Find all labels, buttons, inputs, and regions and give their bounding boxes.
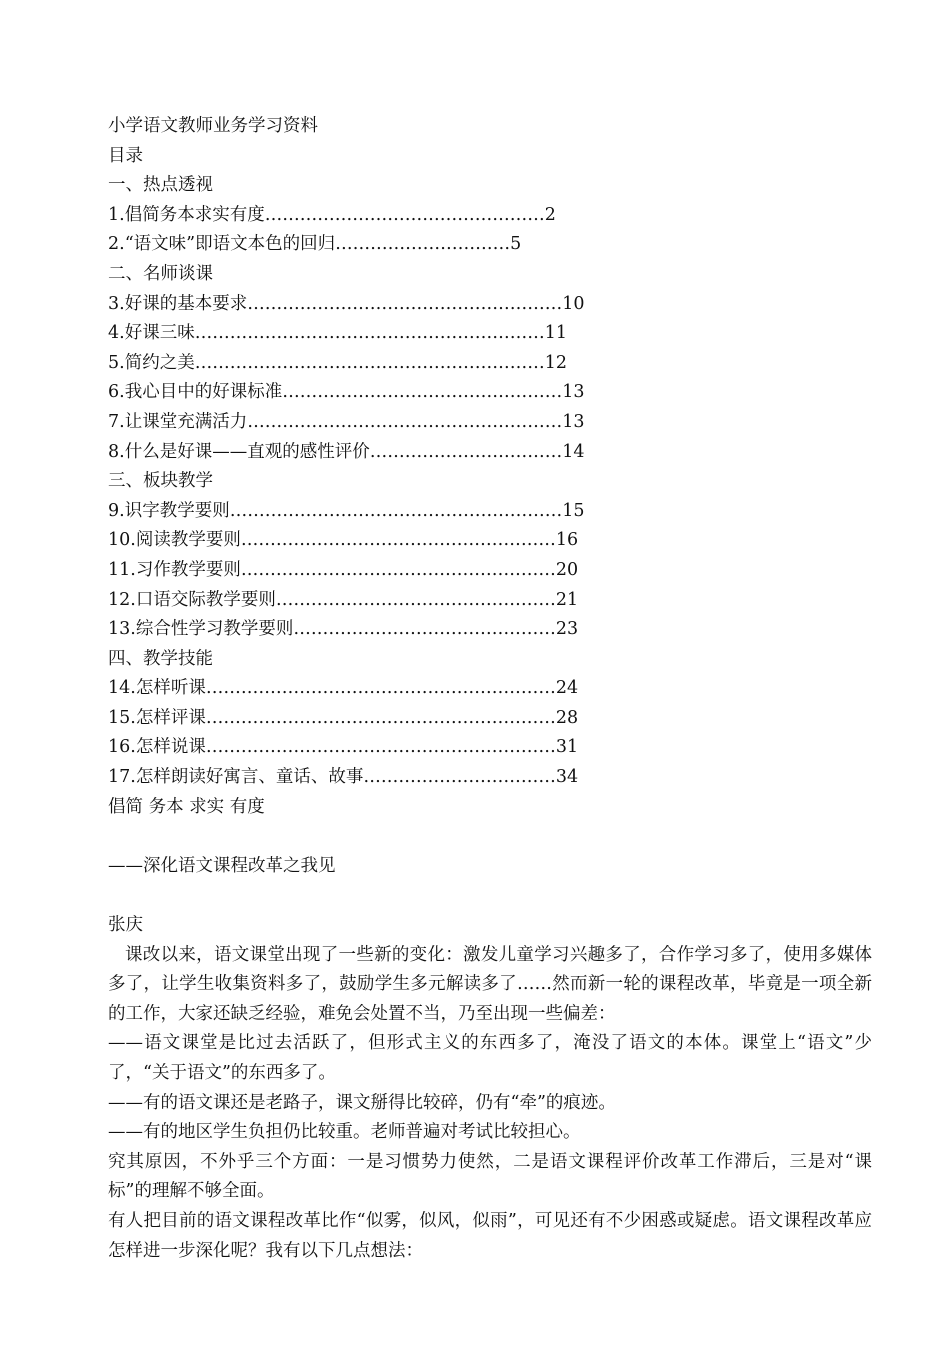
toc-entry[interactable]: 9.识字教学要则…………………………………………………15 [108,500,585,521]
body-paragraph: 究其原因，不外乎三个方面：一是习惯势力使然，二是语文课程评价改革工作滞后，三是对“课标”的理解不够全面。 [108,1151,872,1202]
toc-section-3: 三、板块教学 [108,471,213,492]
toc-entry[interactable]: 7.让课堂充满活力………………………………………………13 [108,411,585,432]
article-title: 倡简 务本 求实 有度 [108,796,265,817]
toc-entry[interactable]: 11.习作教学要则………………………………………………20 [108,559,579,580]
toc-section-4: 四、教学技能 [108,648,213,669]
body-paragraph: ——有的语文课还是老路子，课文掰得比较碎，仍有“牵”的痕迹。 [108,1092,616,1113]
toc-entry[interactable]: 4.好课三味……………………………………………………11 [108,323,567,344]
toc-entry[interactable]: 14.怎样听课……………………………………………………24 [108,678,579,699]
toc-entry[interactable]: 2.“语文味”即语文本色的回归…………………………5 [108,234,522,255]
toc-heading: 目录 [108,145,143,166]
toc-entry[interactable]: 5.简约之美……………………………………………………12 [108,352,567,373]
toc-entry[interactable]: 6.我心目中的好课标准…………………………………………13 [108,382,585,403]
document-title: 小学语文教师业务学习资料 [108,116,318,136]
article-body [108,941,872,1267]
toc-entry[interactable]: 15.怎样评课……………………………………………………28 [108,707,579,728]
toc-section-2: 二、名师谈课 [108,263,213,284]
toc-entry[interactable]: 13.综合性学习教学要则………………………………………23 [108,619,579,640]
article-author: 张庆 [108,915,143,936]
toc-entry[interactable]: 3.好课的基本要求………………………………………………10 [108,293,585,314]
blank-line [108,881,872,911]
body-paragraph: 课改以来，语文课堂出现了一些新的变化：激发儿童学习兴趣多了，合作学习多了，使用多媒体多了，让学生收集资料多了，鼓励学生多元解读多了……然而新一轮的课程改革，毕竟是一项全新的工作，大家还缺乏经验，难免会处置不当，乃至出现一些偏差： [108,944,872,1024]
table-of-contents [108,171,872,792]
toc-entry[interactable]: 8.什么是好课——直观的感性评价……………………………14 [108,441,585,462]
toc-entry[interactable]: 16.怎样说课……………………………………………………31 [108,737,579,758]
toc-entry[interactable]: 12.口语交际教学要则…………………………………………21 [108,589,579,610]
toc-entry[interactable]: 1.倡简务本求实有度…………………………………………2 [108,204,556,225]
toc-entry[interactable]: 10.阅读教学要则………………………………………………16 [108,530,579,551]
body-paragraph: 有人把目前的语文课程改革比作“似雾，似风，似雨”，可见还有不少困惑或疑虑。语文课程改革应怎样进一步深化呢？我有以下几点想法： [108,1210,872,1261]
article-subtitle: ——深化语文课程改革之我见 [108,855,336,876]
toc-entry[interactable]: 17.怎样朗读好寓言、童话、故事……………………………34 [108,767,579,788]
toc-section-1: 一、热点透视 [108,175,213,196]
blank-line [108,822,872,852]
document-page [108,112,872,1266]
body-paragraph: ——有的地区学生负担仍比较重。老师普遍对考试比较担心。 [108,1122,581,1143]
body-paragraph: ——语文课堂是比过去活跃了，但形式主义的东西多了，淹没了语文的本体。课堂上“语文”少了，“关于语文”的东西多了。 [108,1033,872,1083]
